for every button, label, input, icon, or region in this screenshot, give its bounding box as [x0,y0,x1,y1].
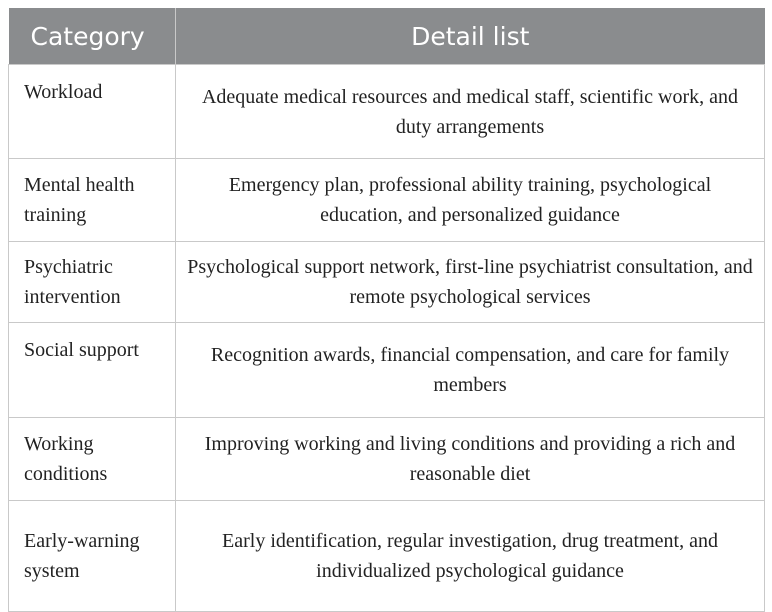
row-category: Early-warning system [9,501,176,612]
row-detail: Early identification, regular investigation, drug treatment, and individualized psychological guidance [176,501,765,612]
table-row [9,418,765,501]
row-detail: Improving working and living conditions and providing a rich and reasonable diet [176,418,765,501]
category-detail-table [8,8,765,612]
row-category: Working conditions [9,418,176,501]
header-category: Category [9,8,176,65]
header-row [9,8,765,65]
table-row [9,159,765,242]
row-detail: Adequate medical resources and medical staff, scientific work, and duty arrangements [176,65,765,159]
row-detail: Emergency plan, professional ability training, psychological education, and personalized guidance [176,159,765,242]
table-row [9,242,765,323]
row-category: Psychiatric intervention [9,242,176,323]
row-category: Workload [9,65,176,159]
table-row [9,323,765,418]
header-detail-list: Detail list [176,8,765,65]
row-category: Mental health training [9,159,176,242]
row-category: Social support [9,323,176,418]
table-row [9,65,765,159]
row-detail: Recognition awards, financial compensation, and care for family members [176,323,765,418]
row-detail: Psychological support network, first-line psychiatrist consultation, and remote psychological services [176,242,765,323]
table-row [9,501,765,612]
